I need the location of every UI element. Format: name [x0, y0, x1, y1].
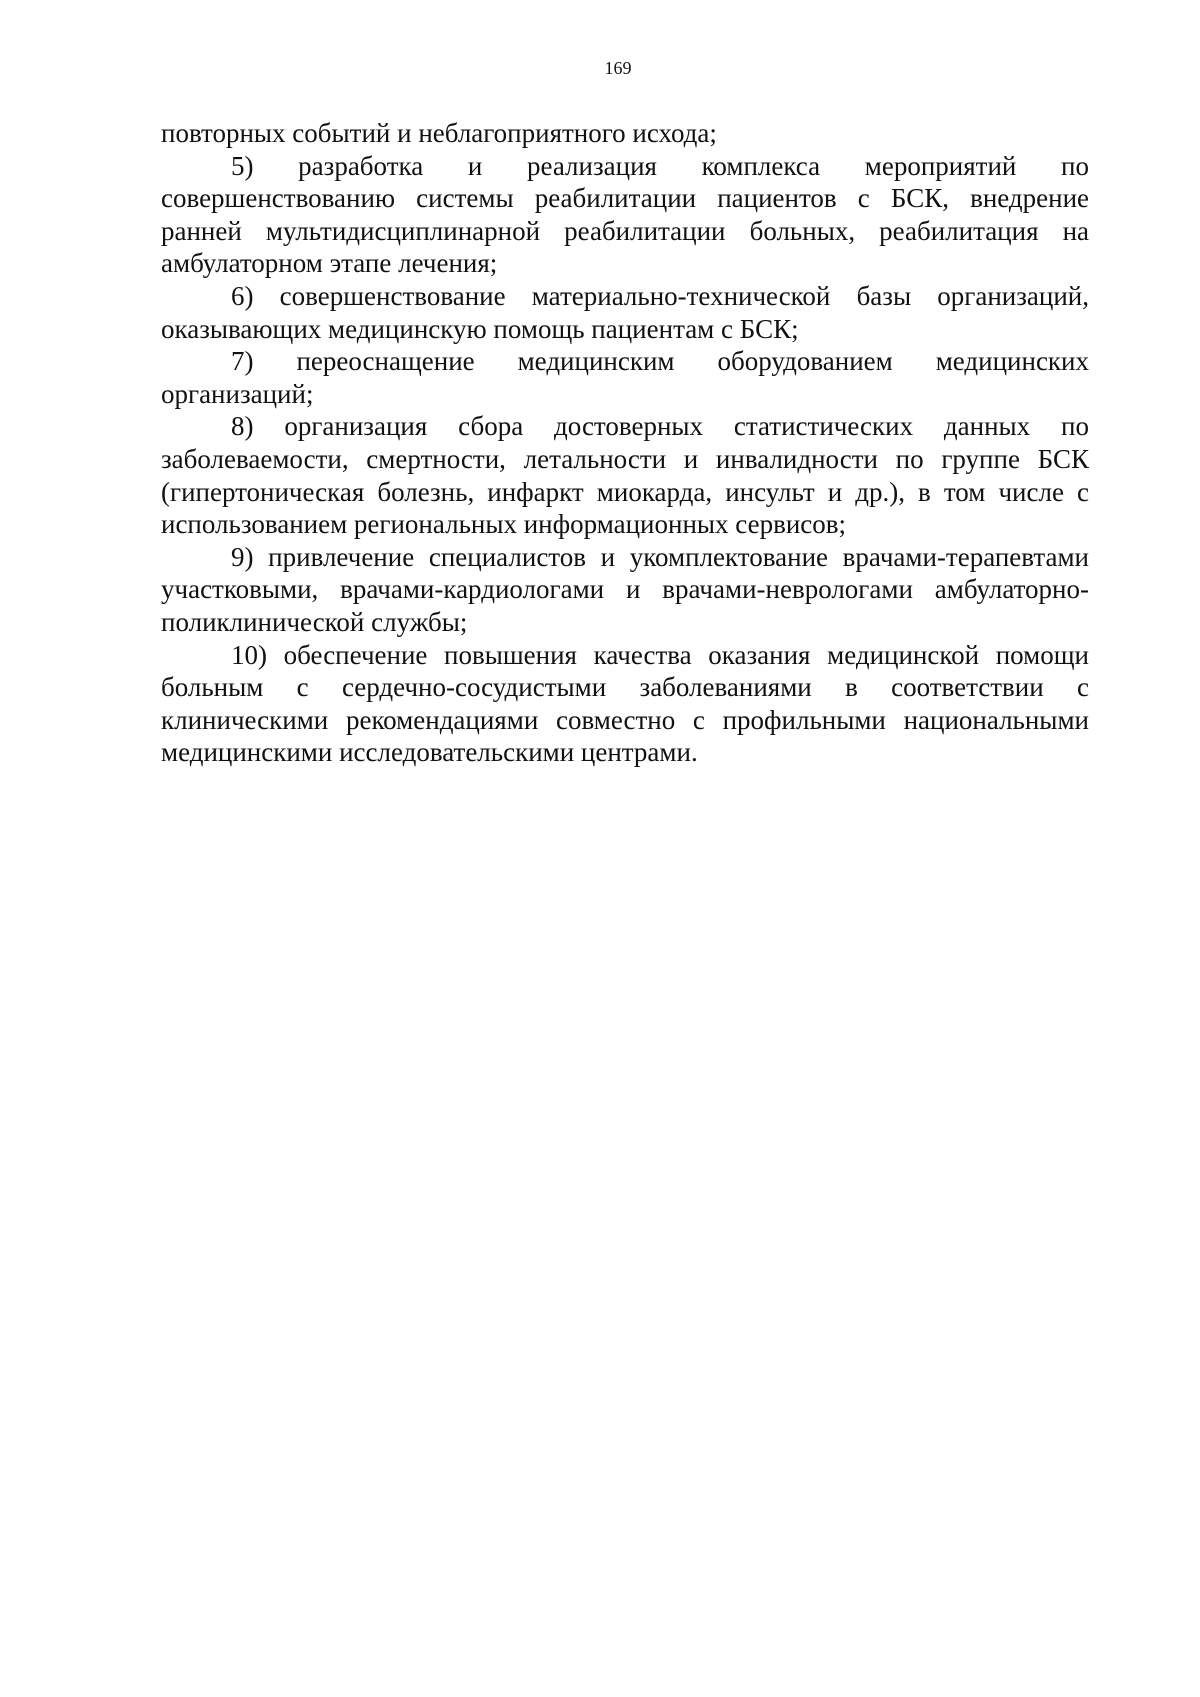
list-item-5: 5) разработка и реализация комплекса мероприятий по совершенствованию системы реабилитации пациентов с БСК, внедрение ранней мультидисциплинарной реабилитации больных, реабилитация на амбулаторном этапе лечения;	[161, 150, 1089, 279]
list-item-9: 9) привлечение специалистов и укомплектование врачами-терапевтами участковыми, врачами-кардиологами и врачами-неврологами амбулаторно-поликлинической службы;	[161, 541, 1089, 637]
list-item-7: 7) переоснащение медицинским оборудованием медицинских организаций;	[161, 346, 1089, 409]
paragraph-continuation: повторных событий и неблагоприятного исхода;	[161, 118, 717, 148]
list-item-6: 6) совершенствование материально-технической базы организаций, оказывающих медицинскую помощь пациентам с БСК;	[161, 280, 1089, 344]
document-body	[161, 117, 1089, 769]
list-item-8: 8) организация сбора достоверных статистических данных по заболеваемости, смертности, летальности и инвалидности по группе БСК (гипертоническая болезнь, инфаркт миокарда, инсульт и др.), в том числе с использованием региональных информационных сервисов;	[161, 411, 1089, 540]
list-item-10: 10) обеспечение повышения качества оказания медицинской помощи больным с сердечно-сосудистыми заболеваниями в соответствии с клиническими рекомендациями совместно с профильными национальными медицинскими исследовательскими центрами.	[161, 639, 1089, 768]
page-number: 169	[604, 58, 632, 78]
